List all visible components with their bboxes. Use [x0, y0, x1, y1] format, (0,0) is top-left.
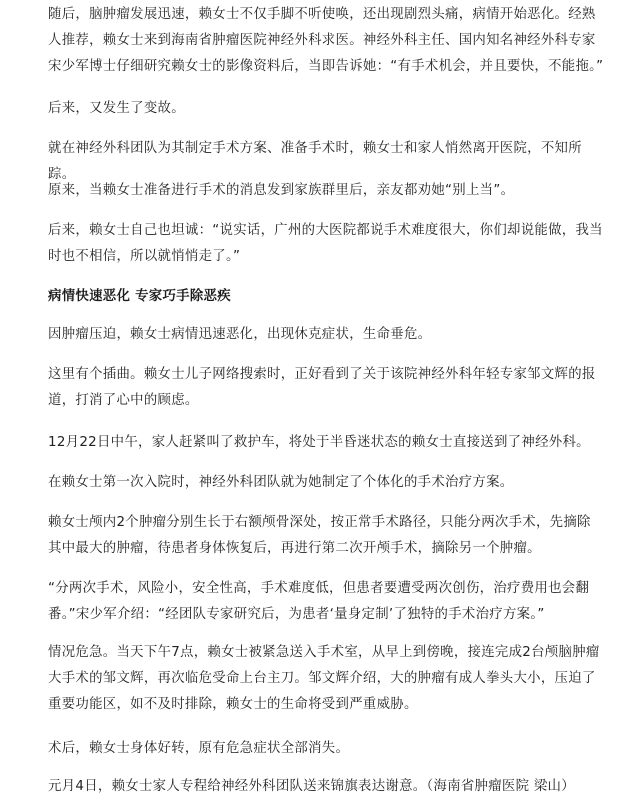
paragraph-9: 在赖女士第一次入院时，神经外科团队就为她制定了个体化的手术治疗方案。 — [48, 475, 514, 490]
paragraph-11: “分两次手术，风险小，安全性高，手术难度低，但患者要遭受两次创伤，治疗费用也会翻番。”宋少军介绍：“经团队专家研究后，为患者‘量身定制’了独特的手术治疗方案。” — [48, 581, 590, 622]
paragraph-4: 原来，当赖女士准备进行手术的消息发到家族群里后，亲友都劝她“别上当”。 — [48, 183, 515, 198]
paragraph-7: 这里有个插曲。赖女士儿子网络搜索时，正好看到了关于该院神经外科年轻专家邹文辉的报道，打消了心中的顾虑。 — [48, 367, 596, 408]
paragraph-13: 术后，赖女士身体好转，原有危急症状全部消失。 — [48, 741, 350, 756]
paragraph-6: 因肿瘤压迫，赖女士病情迅速恶化，出现休克症状，生命垂危。 — [48, 327, 432, 342]
paragraph-12: 情况危急。当天下午7点，赖女士被紧急送入手术室，从早上到傍晚，接连完成2台颅脑肿瘤大手术的邹文辉，再次临危受命上台主刀。邹文辉介绍，大的肿瘤有成人拳头大小，压迫了重要功能区，如不及时排除，赖女士的生命将受到严重威胁。 — [48, 645, 600, 712]
paragraph-1: 随后，脑肿瘤发展迅速，赖女士不仅手脚不听使唤，还出现剧烈头痛，病情开始恶化。经熟人推荐，赖女士来到海南省肿瘤医院神经外科求医。神经外科主任、国内知名神经外科专家宋少军博士仔细研究赖女士的影像资料后，当即告诉她：“有手术机会，并且要快，不能拖。” — [48, 7, 604, 74]
paragraph-14: 元月4日，赖女士家人专程给神经外科团队送来锦旗表达谢意。（海南省肿瘤医院 梁山） — [48, 779, 575, 794]
section-heading: 病情快速恶化 专家巧手除恶疾 — [48, 289, 231, 304]
paragraph-2: 后来，又发生了变故。 — [48, 101, 185, 116]
paragraph-10: 赖女士颅内2个肿瘤分别生长于右额颅骨深处，按正常手术路径，只能分两次手术，先摘除其中最大的肿瘤，待患者身体恢复后，再进行第二次开颅手术，摘除另一个肿瘤。 — [48, 515, 591, 556]
paragraph-5: 后来，赖女士自己也坦诚：“说实话，广州的大医院都说手术难度很大，你们却说能做，我当时也不相信，所以就悄悄走了。” — [48, 223, 603, 264]
paragraph-3: 就在神经外科团队为其制定手术方案、准备手术时，赖女士和家人悄然离开医院，不知所踪。 — [48, 141, 582, 182]
paragraph-8: 12月22日中午，家人赶紧叫了救护车，将处于半昏迷状态的赖女士直接送到了神经外科。 — [48, 435, 590, 450]
